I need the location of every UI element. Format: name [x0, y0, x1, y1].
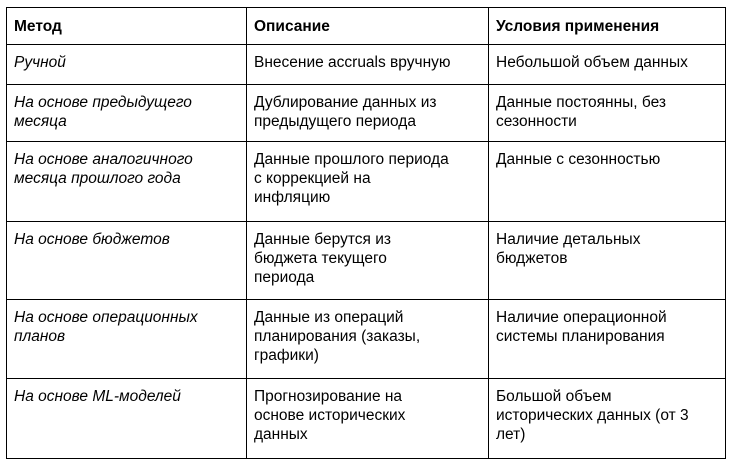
method-cell: На основе предыдущего месяца	[7, 85, 247, 142]
conditions-cell: Небольшой объем данных	[489, 45, 726, 85]
description-cell: Прогнозирование на основе исторических данных	[247, 379, 489, 459]
description-cell: Данные берутся из бюджета текущего периода	[247, 222, 489, 300]
conditions-cell: Большой объем исторических данных (от 3 лет)	[489, 379, 726, 459]
methods-table	[6, 7, 726, 459]
conditions-cell: Наличие операционной системы планирования	[489, 300, 726, 379]
description-cell: Данные прошлого периода с коррекцией на инфляцию	[247, 142, 489, 222]
conditions-cell: Наличие детальных бюджетов	[489, 222, 726, 300]
conditions-cell: Данные постоянны, без сезонности	[489, 85, 726, 142]
method-cell: На основе аналогичного месяца прошлого года	[7, 142, 247, 222]
description-cell: Дублирование данных из предыдущего периода	[247, 85, 489, 142]
description-cell: Данные из операций планирования (заказы, графики)	[247, 300, 489, 379]
header-method: Метод	[7, 8, 247, 45]
table-row	[7, 300, 726, 379]
description-cell: Внесение accruals вручную	[247, 45, 489, 85]
table-header-row	[7, 8, 726, 45]
table-row	[7, 222, 726, 300]
method-cell: На основе ML-моделей	[7, 379, 247, 459]
header-description: Описание	[247, 8, 489, 45]
table-row	[7, 142, 726, 222]
method-cell: На основе бюджетов	[7, 222, 247, 300]
table-row	[7, 45, 726, 85]
method-cell: На основе операционных планов	[7, 300, 247, 379]
table-row	[7, 85, 726, 142]
conditions-cell: Данные с сезонностью	[489, 142, 726, 222]
table-row	[7, 379, 726, 459]
method-cell: Ручной	[7, 45, 247, 85]
header-conditions: Условия применения	[489, 8, 726, 45]
